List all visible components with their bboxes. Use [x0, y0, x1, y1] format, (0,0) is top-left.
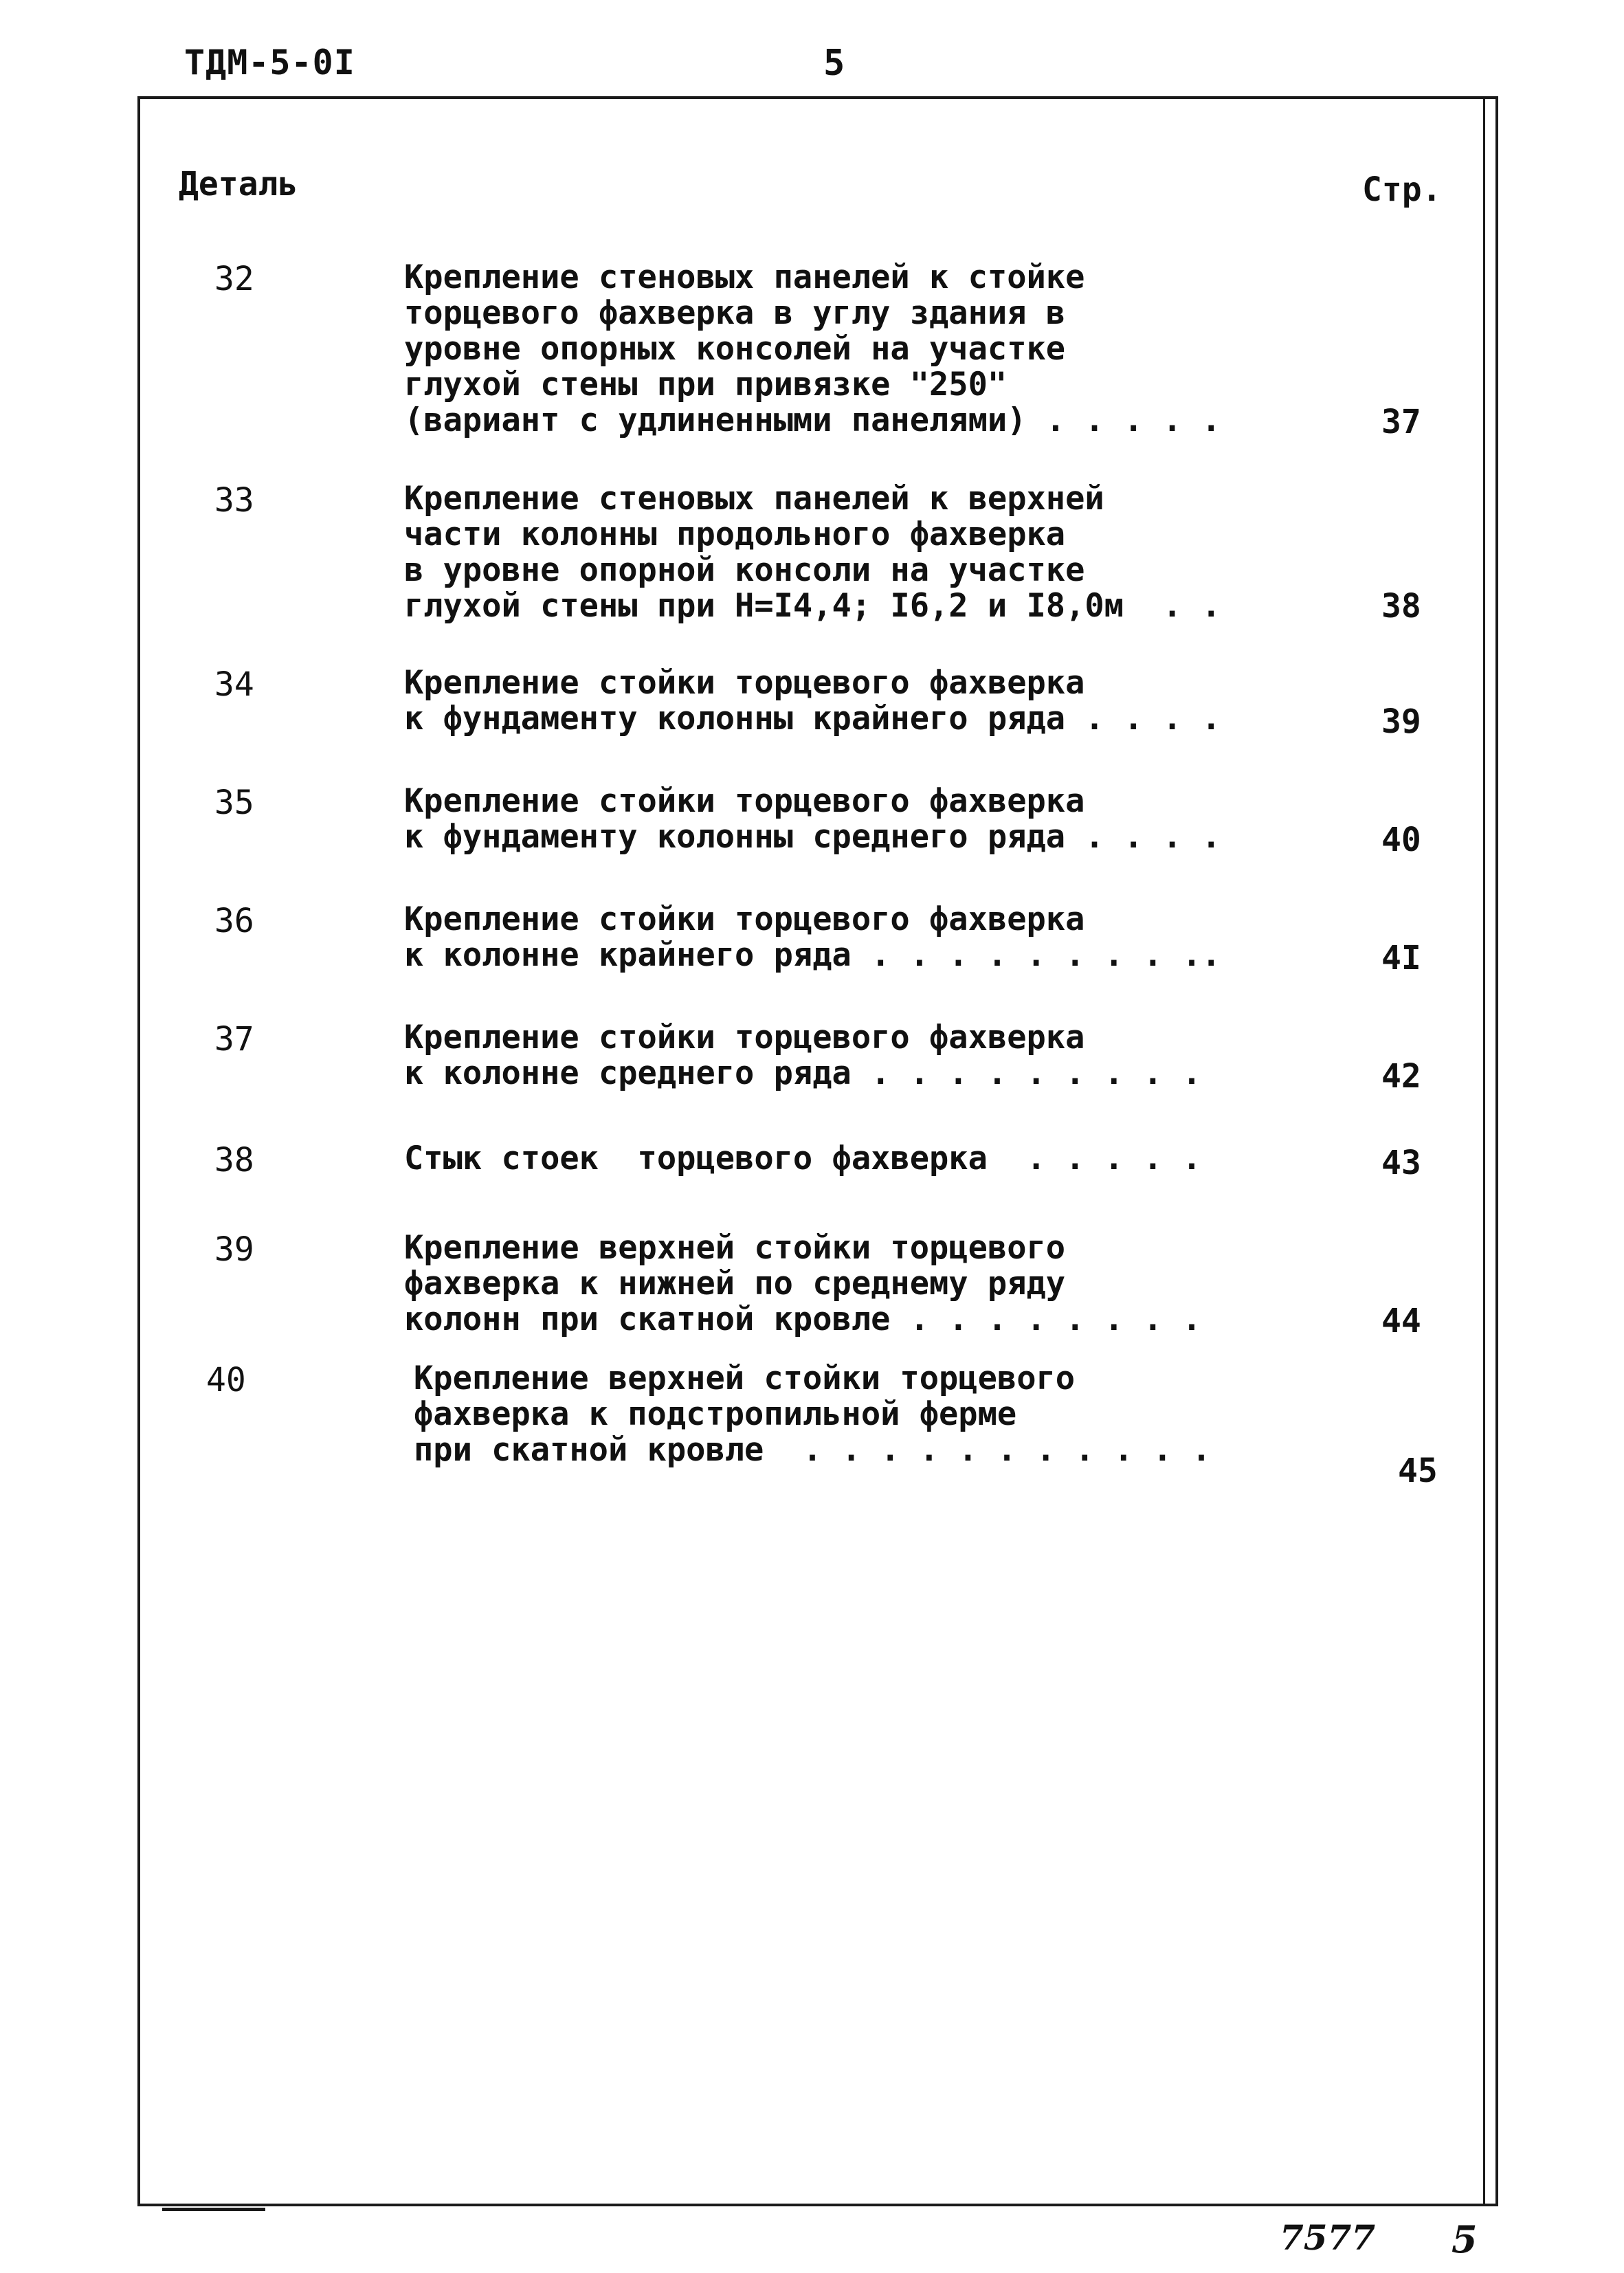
entry-number: 39 — [214, 1230, 254, 1269]
entry-title — [404, 1230, 1201, 1338]
entry-page: 4I — [1381, 939, 1421, 977]
entry-number: 34 — [214, 665, 254, 704]
entry-line: Крепление верхней стойки торцевого — [404, 1229, 1066, 1267]
page-number: 5 — [823, 43, 845, 84]
entry-line: части колонны продольного фахверка — [404, 515, 1066, 553]
entry-line: Крепление стойки торцевого фахверка — [404, 900, 1085, 938]
entry-line: (вариант с удлиненными панелями) . . . . . — [404, 401, 1221, 439]
entry-line: уровне опорных консолей на участке — [404, 330, 1066, 368]
entry-title — [404, 665, 1221, 737]
entry-title — [404, 902, 1221, 973]
entry-line: фахверка к нижней по среднему ряду — [404, 1265, 1066, 1302]
entry-line: торцевого фахверка в углу здания в — [404, 294, 1066, 332]
entry-number: 32 — [214, 260, 254, 298]
footer-sheet-code: 7577 — [1280, 2217, 1376, 2258]
entry-title — [404, 1020, 1201, 1091]
entry-number: 40 — [206, 1361, 246, 1399]
entry-title — [404, 481, 1221, 624]
entry-number: 33 — [214, 481, 254, 520]
entry-title — [404, 784, 1221, 855]
entry-page: 43 — [1381, 1144, 1421, 1182]
entry-title — [404, 260, 1221, 439]
column-header-detail: Деталь — [179, 165, 298, 203]
entry-line: фахверка к подстропильной ферме — [414, 1395, 1017, 1433]
document-code: ТДМ-5-0I — [184, 43, 355, 82]
entry-line: к колонне среднего ряда . . . . . . . . . — [404, 1054, 1202, 1092]
footer-stroke — [162, 2208, 265, 2211]
entry-line: Крепление верхней стойки торцевого — [414, 1360, 1076, 1397]
entry-page: 38 — [1381, 587, 1421, 625]
entry-line: Крепление стойки торцевого фахверка — [404, 664, 1085, 702]
entry-line: к фундаменту колонны среднего ряда . . . . — [404, 818, 1221, 856]
entry-line: Стык стоек торцевого фахверка . . . . . — [404, 1140, 1202, 1177]
entry-page: 45 — [1398, 1452, 1438, 1490]
entry-line: глухой стены при Н=I4,4; I6,2 и I8,0м . . — [404, 587, 1221, 625]
entry-number: 38 — [214, 1141, 254, 1179]
entry-title — [404, 1141, 1201, 1177]
entry-page: 40 — [1381, 821, 1421, 859]
entry-number: 35 — [214, 784, 254, 822]
entry-line: в уровне опорной консоли на участке — [404, 551, 1085, 589]
entry-line: Крепление стойки торцевого фахверка — [404, 1019, 1085, 1056]
frame-inner-border — [1483, 96, 1485, 2206]
entry-line: Крепление стеновых панелей к стойке — [404, 258, 1085, 296]
entry-line: при скатной кровле . . . . . . . . . . . — [414, 1431, 1212, 1469]
entry-line: Крепление стеновых панелей к верхней — [404, 480, 1104, 518]
entry-line: глухой стены при привязке "250" — [404, 366, 1008, 403]
entry-number: 37 — [214, 1020, 254, 1058]
entry-page: 39 — [1381, 702, 1421, 741]
column-header-page: Стр. — [1362, 170, 1442, 209]
entry-title — [414, 1361, 1211, 1468]
entry-page: 44 — [1381, 1302, 1421, 1340]
entry-line: к фундаменту колонны крайнего ряда . . . . — [404, 700, 1221, 738]
entry-line: Крепление стойки торцевого фахверка — [404, 782, 1085, 820]
entry-number: 36 — [214, 902, 254, 940]
entry-page: 37 — [1381, 403, 1421, 441]
footer-page-number: 5 — [1451, 2217, 1478, 2261]
entry-page: 42 — [1381, 1057, 1421, 1096]
entry-line: колонн при скатной кровле . . . . . . . . — [404, 1300, 1202, 1338]
entry-line: к колонне крайнего ряда . . . . . . . . .. — [404, 936, 1221, 974]
